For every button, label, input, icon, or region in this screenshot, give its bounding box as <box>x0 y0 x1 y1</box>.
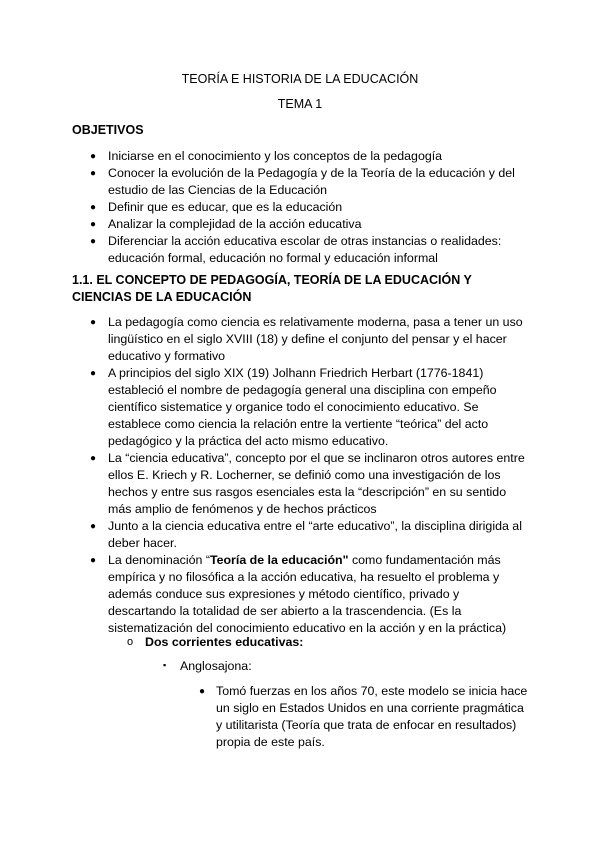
bullet-icon: ● <box>90 236 97 247</box>
branch-label: Anglosajona: <box>180 659 252 673</box>
list-item: ● La denominación “Teoría de la educación" como fundamentación más empírica y no filosófica a la acción educativa, ha resuelto el problema y además conduce sus expresiones y método científico, privado y descartando la totalidad de ser abierto a la trascendencia. (Es la sistematización del conocimiento educativo en la acción y en la práctica) <box>90 553 507 635</box>
circle-bullet-icon: o <box>127 636 134 648</box>
list-item: ● La pedagogía como ciencia es relativamente moderna, pasa a tener un uso lingüístico en el siglo XVIII (18) y define el conjunto del pensar y el hacer educativo y formativo <box>90 315 523 363</box>
bullet-icon: ● <box>199 686 206 697</box>
bullet-icon: ● <box>90 368 97 379</box>
document-title: TEORÍA E HISTORIA DE LA EDUCACIÓN <box>181 72 419 86</box>
list-item: ● A principios del siglo XIX (19) Jolhann Friedrich Herbart (1776-1841) estableció el nombre de pedagogía general una disciplina con empeño científico sistematice y organice todo el conocimiento educativo. Se establece como ciencia la relación entre la vertiente “teórica” del acto pedagógico y la práctica del acto mismo educativo. <box>90 366 497 448</box>
section-list <box>90 314 530 637</box>
list-item: ● Iniciarse en el conocimiento y los conceptos de la pedagogía <box>90 149 443 163</box>
bullet-icon: ● <box>90 219 97 230</box>
list-item: ● Analizar la complejidad de la acción educativa <box>90 217 362 231</box>
objectives-list <box>90 148 530 267</box>
list-item: ● Diferenciar la acción educativa escolar de otras instancias o realidades: educación formal, educación no formal y educación informal <box>90 234 502 265</box>
bullet-icon: ● <box>90 202 97 213</box>
section-heading: 1.1. EL CONCEPTO DE PEDAGOGÍA, TEORÍA DE LA EDUCACIÓN Y CIENCIAS DE LA EDUCACIÓN <box>72 273 472 304</box>
document-subtitle: TEMA 1 <box>277 97 323 111</box>
bullet-icon: ● <box>90 555 97 566</box>
list-item: ● La “ciencia educativa”, concepto por el que se inclinaron otros autores entre ellos E. Kriech y R. Locherner, se definió como una investigación de los hechos y entre sus rasgos esenciales esta la “descripción” en su sentido más amplio de fenómenos y de hechos prácticos <box>90 451 525 516</box>
list-item: ● Definir que es educar, que es la educación <box>90 200 343 214</box>
objectives-heading: OBJETIVOS <box>72 123 144 137</box>
bullet-icon: ● <box>90 151 97 162</box>
sublevel-label: Dos corrientes educativas: <box>145 635 304 649</box>
square-bullet-icon: ▪ <box>163 660 167 670</box>
bullet-icon: ● <box>90 317 97 328</box>
bullet-icon: ● <box>90 168 97 179</box>
branch-detail: Tomó fuerzas en los años 70, este modelo se inicia hace un siglo en Estados Unidos en una corriente pragmática y utilitarista (Teoría que trata de enfocar en resultados) propia de este país. <box>216 684 528 749</box>
list-item: ● Conocer la evolución de la Pedagogía y de la Teoría de la educación y del estudio de las Ciencias de la Educación <box>90 166 515 197</box>
list-item: ● Junto a la ciencia educativa entre el “arte educativo”, la disciplina dirigida al deber hacer. <box>90 519 522 550</box>
bullet-icon: ● <box>90 521 97 532</box>
bold-term: Teoría de la educación" <box>209 553 349 567</box>
bullet-icon: ● <box>90 453 97 464</box>
